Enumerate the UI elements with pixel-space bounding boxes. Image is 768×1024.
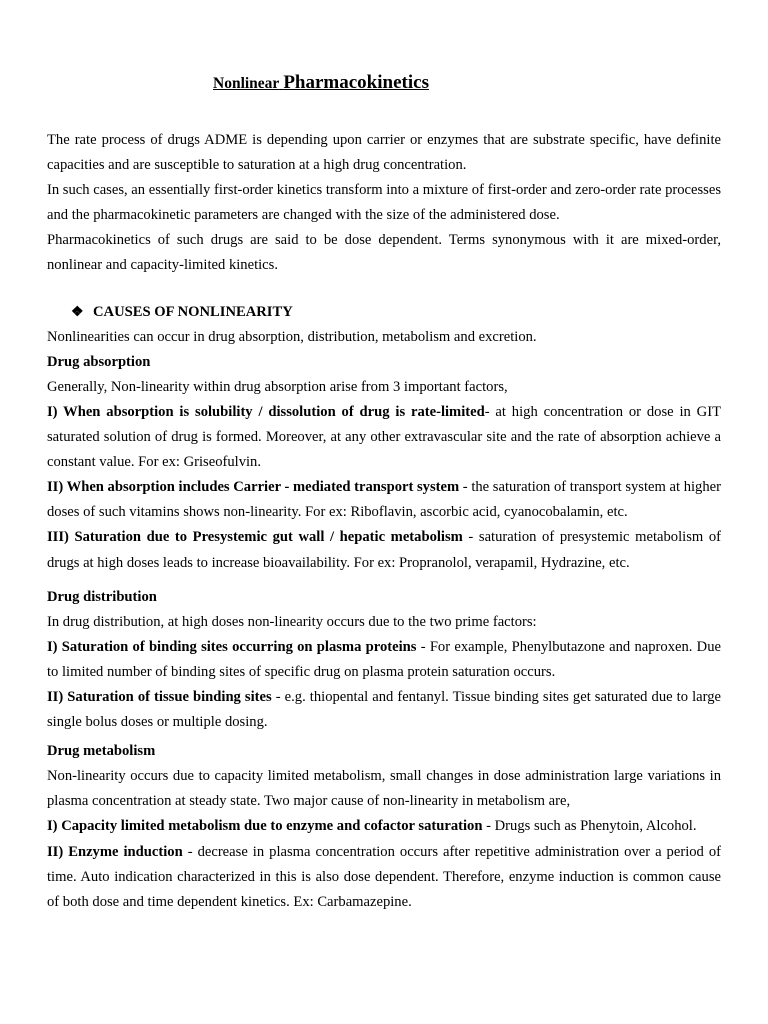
absorption-item-2	[47, 475, 721, 525]
absorption-intro: Generally, Non-linearity within drug absorption arise from 3 important factors,	[47, 378, 508, 395]
metabolism-heading: Drug metabolism	[47, 743, 156, 760]
absorption-item-3-lead: III) Saturation due to Presystemic gut wall / hepatic metabolism	[47, 529, 463, 546]
absorption-item-1-lead: I) When absorption is solubility / dissolution of drug is rate-limited	[47, 403, 485, 420]
intro-paragraph-1: The rate process of drugs ADME is depending upon carrier or enzymes that are substrate specific, have definite capacities and are susceptible to saturation at a high drug concentration.	[47, 132, 721, 174]
page-title-small: Nonlinear	[213, 75, 280, 92]
metabolism-item-2	[47, 840, 721, 915]
absorption-item-2-lead: II) When absorption includes Carrier - mediated transport system	[47, 479, 460, 496]
distribution-item-2	[47, 685, 721, 735]
absorption-heading: Drug absorption	[47, 353, 151, 370]
distribution-item-1-text: - For example, Phenylbutazone and naproxen. Due to limited number of binding sites of specific drug on plasma protein saturation occurs.	[47, 638, 721, 680]
diamond-bullet-icon: ❖	[71, 304, 84, 320]
absorption-item-3	[47, 525, 721, 575]
distribution-item-2-lead: II) Saturation of tissue binding sites	[47, 688, 272, 705]
metabolism-item-1	[47, 814, 721, 839]
distribution-heading: Drug distribution	[47, 588, 157, 605]
page-title	[213, 72, 429, 94]
causes-heading-text: CAUSES OF NONLINEARITY	[93, 303, 293, 320]
absorption-item-2-text: - the saturation of transport system at higher doses of such vitamins shows non-linearity. For ex: Riboflavin, ascorbic acid, cyanocobalamin, etc.	[47, 479, 721, 521]
distribution-item-2-text: - e.g. thiopental and fentanyl. Tissue binding sites get saturated due to large single bolus doses or multiple dosing.	[47, 688, 721, 731]
metabolism-item-2-text: - decrease in plasma concentration occurs after repetitive administration over a period of time. Auto indication characterized in this is also dose dependent. Therefore, enzyme induction is common cause of both dose and time dependent kinetics. Ex: Carbamazepine.	[47, 843, 722, 910]
distribution-item-1-lead: I) Saturation of binding sites occurring on plasma proteins	[47, 638, 417, 655]
intro-paragraph-2: In such cases, an essentially first-order kinetics transform into a mixture of first-order and zero-order rate processes and the pharmacokinetic parameters are changed with the size of the administered dose.	[47, 182, 721, 224]
metabolism-item-1-text: - Drugs such as Phenytoin, Alcohol.	[482, 818, 697, 835]
absorption-item-1-text: - at high concentration or dose in GIT saturated solution of drug is formed. Moreover, at any other extravascular site and the rate of absorption achieve a constant value. For ex: Griseofulvin.	[47, 403, 721, 471]
absorption-item-1	[47, 400, 721, 475]
causes-intro: Nonlinearities can occur in drug absorption, distribution, metabolism and excretion.	[47, 328, 537, 345]
metabolism-item-2-lead: II) Enzyme induction	[47, 843, 183, 860]
distribution-item-1	[47, 635, 721, 685]
metabolism-intro: Non-linearity occurs due to capacity limited metabolism, small changes in dose administration large variations in plasma concentration at steady state. Two major cause of non-linearity in metabolism are,	[47, 768, 721, 810]
document-body	[47, 128, 721, 915]
causes-heading	[47, 300, 721, 325]
metabolism-item-1-lead: I) Capacity limited metabolism due to enzyme and cofactor saturation	[47, 818, 483, 835]
intro-paragraph-3: Pharmacokinetics of such drugs are said to be dose dependent. Terms synonymous with it are mixed-order, nonlinear and capacity-limited kinetics.	[47, 232, 721, 274]
absorption-item-3-text: - saturation of presystemic metabolism of drugs at high doses leads to increase bioavailability. For ex: Propranolol, verapamil, Hydrazine, etc.	[47, 529, 721, 571]
page-title-big: Pharmacokinetics	[283, 72, 429, 93]
distribution-intro: In drug distribution, at high doses non-linearity occurs due to the two prime factors:	[47, 613, 537, 630]
